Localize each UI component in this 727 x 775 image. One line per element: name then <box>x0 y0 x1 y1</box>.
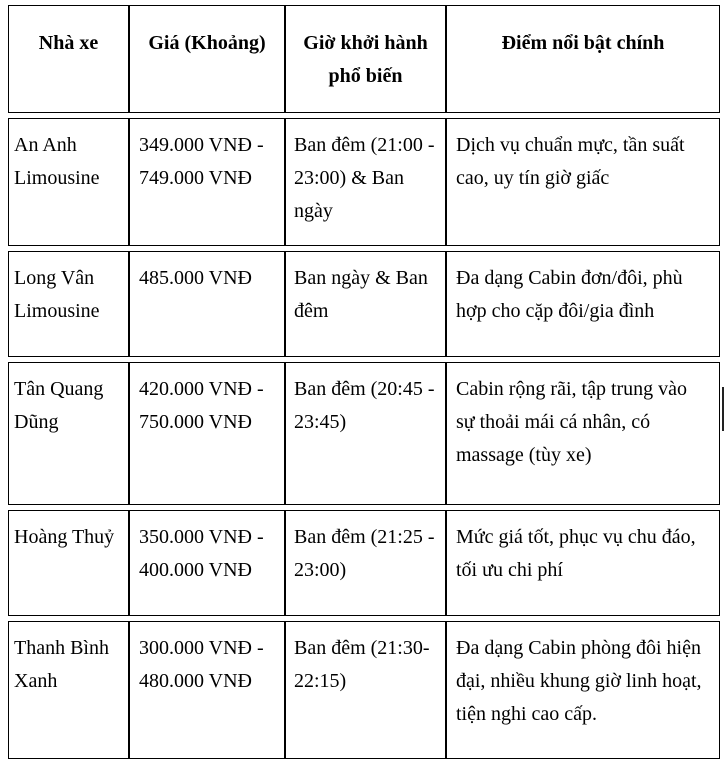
cell-price-range: 300.000 VNĐ - 480.000 VNĐ <box>129 621 285 759</box>
cell-price-range: 420.000 VNĐ - 750.000 VNĐ <box>129 362 285 505</box>
cell-company-name: Thanh Bình Xanh <box>8 621 129 759</box>
table-row <box>8 118 720 246</box>
cell-highlights: Cabin rộng rãi, tập trung vào sự thoải mái cá nhân, có massage (tùy xe) <box>446 362 720 505</box>
cell-departure-time: Ban đêm (21:30-22:15) <box>285 621 446 759</box>
cell-price-range: 485.000 VNĐ <box>129 251 285 357</box>
cell-departure-time: Ban ngày & Ban đêm <box>285 251 446 357</box>
cell-highlights: Dịch vụ chuẩn mực, tần suất cao, uy tín giờ giấc <box>446 118 720 246</box>
cell-highlights: Đa dạng Cabin đơn/đôi, phù hợp cho cặp đôi/gia đình <box>446 251 720 357</box>
cell-highlights: Đa dạng Cabin phòng đôi hiện đại, nhiều khung giờ linh hoạt, tiện nghi cao cấp. <box>446 621 720 759</box>
cell-company-name: Long Vân Limousine <box>8 251 129 357</box>
cell-departure-time: Ban đêm (20:45 - 23:45) <box>285 362 446 505</box>
text-caret-mark <box>722 387 724 431</box>
cell-price-range: 350.000 VNĐ - 400.000 VNĐ <box>129 510 285 616</box>
table-body <box>8 118 720 759</box>
cell-price-range: 349.000 VNĐ - 749.000 VNĐ <box>129 118 285 246</box>
cell-company-name: An Anh Limousine <box>8 118 129 246</box>
column-header-company: Nhà xe <box>8 5 129 113</box>
cell-company-name: Hoàng Thuỷ <box>8 510 129 616</box>
column-header-highlights: Điểm nổi bật chính <box>446 5 720 113</box>
table-row <box>8 251 720 357</box>
cell-departure-time: Ban đêm (21:00 - 23:00) & Ban ngày <box>285 118 446 246</box>
cell-highlights: Mức giá tốt, phục vụ chu đáo, tối ưu chi phí <box>446 510 720 616</box>
table-header <box>8 5 720 113</box>
header-row <box>8 5 720 113</box>
table-row <box>8 510 720 616</box>
table-row <box>8 621 720 759</box>
column-header-price: Giá (Khoảng) <box>129 5 285 113</box>
column-header-departure-time: Giờ khởi hành phổ biến <box>285 5 446 113</box>
cell-departure-time: Ban đêm (21:25 - 23:00) <box>285 510 446 616</box>
bus-companies-table <box>8 0 720 764</box>
cell-company-name: Tân Quang Dũng <box>8 362 129 505</box>
table-row <box>8 362 720 505</box>
